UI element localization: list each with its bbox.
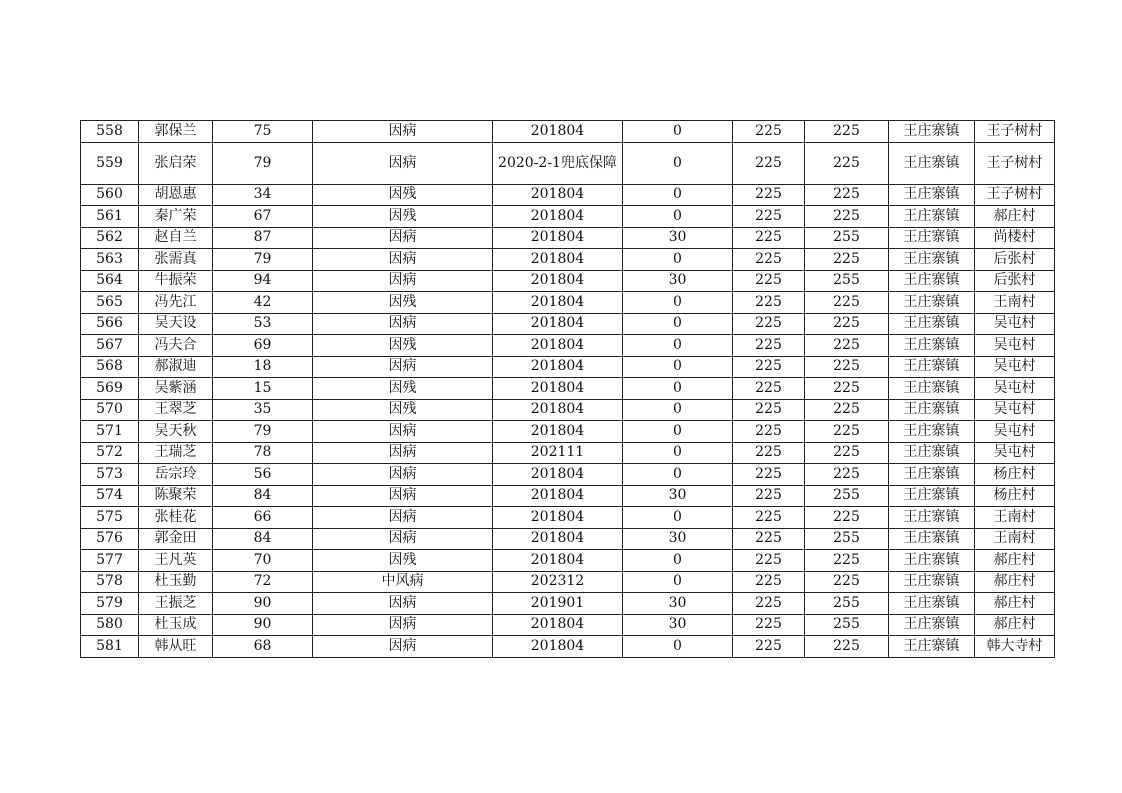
total-amount-cell: 225: [805, 184, 889, 206]
total-amount-cell: 225: [805, 313, 889, 335]
table-row: [81, 636, 1055, 658]
age-cell: 78: [213, 442, 313, 464]
age-cell: 53: [213, 313, 313, 335]
total-amount-cell: 225: [805, 121, 889, 143]
extra-amount-cell: 0: [623, 399, 733, 421]
age-cell: 79: [213, 421, 313, 443]
base-amount-cell: 225: [733, 313, 805, 335]
village-cell: 吴屯村: [975, 421, 1055, 443]
age-cell: 66: [213, 507, 313, 529]
name-cell: 岳宗玲: [139, 464, 213, 486]
row-number-cell: 558: [81, 121, 139, 143]
table-row: [81, 614, 1055, 636]
age-cell: 15: [213, 378, 313, 400]
age-cell: 35: [213, 399, 313, 421]
village-cell: 吴屯村: [975, 313, 1055, 335]
row-number-cell: 560: [81, 184, 139, 206]
age-cell: 68: [213, 636, 313, 658]
row-number-cell: 571: [81, 421, 139, 443]
name-cell: 牛振荣: [139, 270, 213, 292]
reason-cell: 因残: [313, 184, 493, 206]
total-amount-cell: 255: [805, 528, 889, 550]
start-date-cell: 201804: [493, 550, 623, 572]
age-cell: 84: [213, 528, 313, 550]
age-cell: 90: [213, 614, 313, 636]
name-cell: 韩从旺: [139, 636, 213, 658]
extra-amount-cell: 0: [623, 249, 733, 271]
row-number-cell: 569: [81, 378, 139, 400]
start-date-cell: 201804: [493, 356, 623, 378]
town-cell: 王庄寨镇: [889, 442, 975, 464]
village-cell: 吴屯村: [975, 399, 1055, 421]
total-amount-cell: 225: [805, 249, 889, 271]
name-cell: 冯先江: [139, 292, 213, 314]
base-amount-cell: 225: [733, 421, 805, 443]
total-amount-cell: 225: [805, 356, 889, 378]
total-amount-cell: 225: [805, 464, 889, 486]
village-cell: 郝庄村: [975, 550, 1055, 572]
name-cell: 王瑞芝: [139, 442, 213, 464]
name-cell: 张需真: [139, 249, 213, 271]
reason-cell: 因病: [313, 528, 493, 550]
extra-amount-cell: 0: [623, 464, 733, 486]
village-cell: 吴屯村: [975, 378, 1055, 400]
reason-cell: 因残: [313, 206, 493, 228]
total-amount-cell: 225: [805, 399, 889, 421]
table-row: [81, 356, 1055, 378]
table-body: [81, 121, 1055, 658]
extra-amount-cell: 0: [623, 636, 733, 658]
reason-cell: 因病: [313, 593, 493, 615]
base-amount-cell: 225: [733, 485, 805, 507]
extra-amount-cell: 0: [623, 507, 733, 529]
reason-cell: 因病: [313, 485, 493, 507]
extra-amount-cell: 30: [623, 227, 733, 249]
total-amount-cell: 255: [805, 270, 889, 292]
row-number-cell: 563: [81, 249, 139, 271]
town-cell: 王庄寨镇: [889, 142, 975, 184]
table-row: [81, 442, 1055, 464]
village-cell: 后张村: [975, 270, 1055, 292]
reason-cell: 因残: [313, 292, 493, 314]
total-amount-cell: 255: [805, 485, 889, 507]
age-cell: 70: [213, 550, 313, 572]
name-cell: 郝淑迪: [139, 356, 213, 378]
age-cell: 94: [213, 270, 313, 292]
extra-amount-cell: 0: [623, 356, 733, 378]
town-cell: 王庄寨镇: [889, 313, 975, 335]
start-date-cell: 201804: [493, 270, 623, 292]
town-cell: 王庄寨镇: [889, 421, 975, 443]
table-row: [81, 184, 1055, 206]
town-cell: 王庄寨镇: [889, 206, 975, 228]
row-number-cell: 579: [81, 593, 139, 615]
start-date-cell: 202111: [493, 442, 623, 464]
base-amount-cell: 225: [733, 142, 805, 184]
age-cell: 75: [213, 121, 313, 143]
extra-amount-cell: 30: [623, 593, 733, 615]
town-cell: 王庄寨镇: [889, 249, 975, 271]
start-date-cell: 201901: [493, 593, 623, 615]
base-amount-cell: 225: [733, 356, 805, 378]
base-amount-cell: 225: [733, 227, 805, 249]
town-cell: 王庄寨镇: [889, 614, 975, 636]
base-amount-cell: 225: [733, 270, 805, 292]
base-amount-cell: 225: [733, 550, 805, 572]
age-cell: 90: [213, 593, 313, 615]
base-amount-cell: 225: [733, 571, 805, 593]
start-date-cell: 201804: [493, 313, 623, 335]
start-date-cell: 201804: [493, 636, 623, 658]
reason-cell: 因病: [313, 121, 493, 143]
village-cell: 吴屯村: [975, 442, 1055, 464]
extra-amount-cell: 30: [623, 270, 733, 292]
extra-amount-cell: 0: [623, 142, 733, 184]
village-cell: 后张村: [975, 249, 1055, 271]
town-cell: 王庄寨镇: [889, 292, 975, 314]
name-cell: 王振芝: [139, 593, 213, 615]
table-row: [81, 292, 1055, 314]
extra-amount-cell: 0: [623, 421, 733, 443]
row-number-cell: 567: [81, 335, 139, 357]
row-number-cell: 566: [81, 313, 139, 335]
base-amount-cell: 225: [733, 378, 805, 400]
base-amount-cell: 225: [733, 464, 805, 486]
base-amount-cell: 225: [733, 121, 805, 143]
row-number-cell: 577: [81, 550, 139, 572]
table-row: [81, 249, 1055, 271]
base-amount-cell: 225: [733, 249, 805, 271]
base-amount-cell: 225: [733, 593, 805, 615]
village-cell: 王子树村: [975, 121, 1055, 143]
extra-amount-cell: 0: [623, 184, 733, 206]
row-number-cell: 574: [81, 485, 139, 507]
village-cell: 王南村: [975, 507, 1055, 529]
age-cell: 87: [213, 227, 313, 249]
town-cell: 王庄寨镇: [889, 528, 975, 550]
name-cell: 吴天秋: [139, 421, 213, 443]
village-cell: 杨庄村: [975, 464, 1055, 486]
reason-cell: 因病: [313, 636, 493, 658]
base-amount-cell: 225: [733, 335, 805, 357]
reason-cell: 因残: [313, 399, 493, 421]
row-number-cell: 570: [81, 399, 139, 421]
row-number-cell: 575: [81, 507, 139, 529]
name-cell: 秦广荣: [139, 206, 213, 228]
village-cell: 吴屯村: [975, 335, 1055, 357]
name-cell: 杜玉成: [139, 614, 213, 636]
town-cell: 王庄寨镇: [889, 399, 975, 421]
town-cell: 王庄寨镇: [889, 335, 975, 357]
table-row: [81, 464, 1055, 486]
row-number-cell: 559: [81, 142, 139, 184]
base-amount-cell: 225: [733, 528, 805, 550]
total-amount-cell: 225: [805, 378, 889, 400]
table-row: [81, 142, 1055, 184]
table-row: [81, 313, 1055, 335]
table-row: [81, 206, 1055, 228]
table-row: [81, 399, 1055, 421]
row-number-cell: 580: [81, 614, 139, 636]
town-cell: 王庄寨镇: [889, 571, 975, 593]
village-cell: 尚楼村: [975, 227, 1055, 249]
extra-amount-cell: 0: [623, 378, 733, 400]
base-amount-cell: 225: [733, 636, 805, 658]
age-cell: 72: [213, 571, 313, 593]
name-cell: 赵自兰: [139, 227, 213, 249]
table-row: [81, 378, 1055, 400]
start-date-cell: 2020-2-1兜底保障: [493, 142, 623, 184]
village-cell: 韩大寺村: [975, 636, 1055, 658]
reason-cell: 因残: [313, 335, 493, 357]
village-cell: 郝庄村: [975, 593, 1055, 615]
base-amount-cell: 225: [733, 399, 805, 421]
table-row: [81, 227, 1055, 249]
start-date-cell: 201804: [493, 335, 623, 357]
row-number-cell: 576: [81, 528, 139, 550]
start-date-cell: 201804: [493, 227, 623, 249]
total-amount-cell: 225: [805, 421, 889, 443]
name-cell: 吴紫涵: [139, 378, 213, 400]
table-row: [81, 485, 1055, 507]
reason-cell: 因病: [313, 227, 493, 249]
reason-cell: 因病: [313, 614, 493, 636]
base-amount-cell: 225: [733, 206, 805, 228]
town-cell: 王庄寨镇: [889, 356, 975, 378]
extra-amount-cell: 0: [623, 121, 733, 143]
village-cell: 杨庄村: [975, 485, 1055, 507]
reason-cell: 因病: [313, 464, 493, 486]
total-amount-cell: 255: [805, 593, 889, 615]
village-cell: 郝庄村: [975, 571, 1055, 593]
row-number-cell: 572: [81, 442, 139, 464]
town-cell: 王庄寨镇: [889, 270, 975, 292]
reason-cell: 因残: [313, 550, 493, 572]
start-date-cell: 201804: [493, 485, 623, 507]
name-cell: 郭保兰: [139, 121, 213, 143]
base-amount-cell: 225: [733, 442, 805, 464]
row-number-cell: 568: [81, 356, 139, 378]
row-number-cell: 578: [81, 571, 139, 593]
total-amount-cell: 225: [805, 442, 889, 464]
town-cell: 王庄寨镇: [889, 227, 975, 249]
total-amount-cell: 225: [805, 550, 889, 572]
start-date-cell: 201804: [493, 399, 623, 421]
total-amount-cell: 255: [805, 227, 889, 249]
start-date-cell: 201804: [493, 464, 623, 486]
start-date-cell: 201804: [493, 528, 623, 550]
total-amount-cell: 225: [805, 507, 889, 529]
table-row: [81, 593, 1055, 615]
base-amount-cell: 225: [733, 507, 805, 529]
start-date-cell: 201804: [493, 121, 623, 143]
reason-cell: 因病: [313, 313, 493, 335]
age-cell: 79: [213, 249, 313, 271]
table-row: [81, 121, 1055, 143]
reason-cell: 因病: [313, 421, 493, 443]
village-cell: 郝庄村: [975, 614, 1055, 636]
total-amount-cell: 225: [805, 571, 889, 593]
name-cell: 张启荣: [139, 142, 213, 184]
total-amount-cell: 225: [805, 206, 889, 228]
row-number-cell: 565: [81, 292, 139, 314]
name-cell: 冯夫合: [139, 335, 213, 357]
row-number-cell: 564: [81, 270, 139, 292]
reason-cell: 因病: [313, 249, 493, 271]
row-number-cell: 573: [81, 464, 139, 486]
relief-roster-table: [80, 120, 1055, 658]
extra-amount-cell: 0: [623, 292, 733, 314]
town-cell: 王庄寨镇: [889, 593, 975, 615]
reason-cell: 因病: [313, 142, 493, 184]
total-amount-cell: 225: [805, 636, 889, 658]
town-cell: 王庄寨镇: [889, 485, 975, 507]
name-cell: 杜玉勤: [139, 571, 213, 593]
start-date-cell: 201804: [493, 378, 623, 400]
town-cell: 王庄寨镇: [889, 550, 975, 572]
name-cell: 吴天设: [139, 313, 213, 335]
age-cell: 69: [213, 335, 313, 357]
town-cell: 王庄寨镇: [889, 184, 975, 206]
age-cell: 34: [213, 184, 313, 206]
start-date-cell: 201804: [493, 292, 623, 314]
age-cell: 84: [213, 485, 313, 507]
name-cell: 王翠芝: [139, 399, 213, 421]
town-cell: 王庄寨镇: [889, 121, 975, 143]
town-cell: 王庄寨镇: [889, 507, 975, 529]
start-date-cell: 201804: [493, 249, 623, 271]
name-cell: 胡恩惠: [139, 184, 213, 206]
town-cell: 王庄寨镇: [889, 378, 975, 400]
reason-cell: 因病: [313, 356, 493, 378]
extra-amount-cell: 30: [623, 614, 733, 636]
name-cell: 陈聚荣: [139, 485, 213, 507]
name-cell: 张桂花: [139, 507, 213, 529]
total-amount-cell: 225: [805, 142, 889, 184]
row-number-cell: 561: [81, 206, 139, 228]
extra-amount-cell: 30: [623, 485, 733, 507]
total-amount-cell: 225: [805, 292, 889, 314]
village-cell: 王南村: [975, 528, 1055, 550]
extra-amount-cell: 0: [623, 313, 733, 335]
town-cell: 王庄寨镇: [889, 636, 975, 658]
table-row: [81, 528, 1055, 550]
total-amount-cell: 255: [805, 614, 889, 636]
table-row: [81, 550, 1055, 572]
row-number-cell: 581: [81, 636, 139, 658]
start-date-cell: 201804: [493, 421, 623, 443]
village-cell: 王子树村: [975, 184, 1055, 206]
name-cell: 王凡英: [139, 550, 213, 572]
start-date-cell: 201804: [493, 206, 623, 228]
village-cell: 郝庄村: [975, 206, 1055, 228]
table-row: [81, 507, 1055, 529]
age-cell: 42: [213, 292, 313, 314]
village-cell: 吴屯村: [975, 356, 1055, 378]
extra-amount-cell: 0: [623, 442, 733, 464]
extra-amount-cell: 0: [623, 206, 733, 228]
age-cell: 18: [213, 356, 313, 378]
extra-amount-cell: 0: [623, 550, 733, 572]
town-cell: 王庄寨镇: [889, 464, 975, 486]
name-cell: 郭金田: [139, 528, 213, 550]
start-date-cell: 201804: [493, 614, 623, 636]
extra-amount-cell: 0: [623, 335, 733, 357]
reason-cell: 因病: [313, 270, 493, 292]
start-date-cell: 201804: [493, 184, 623, 206]
start-date-cell: 201804: [493, 507, 623, 529]
table-row: [81, 335, 1055, 357]
base-amount-cell: 225: [733, 292, 805, 314]
table-row: [81, 421, 1055, 443]
age-cell: 67: [213, 206, 313, 228]
table-row: [81, 571, 1055, 593]
base-amount-cell: 225: [733, 614, 805, 636]
table-row: [81, 270, 1055, 292]
start-date-cell: 202312: [493, 571, 623, 593]
row-number-cell: 562: [81, 227, 139, 249]
total-amount-cell: 225: [805, 335, 889, 357]
reason-cell: 因残: [313, 378, 493, 400]
reason-cell: 因病: [313, 442, 493, 464]
village-cell: 王南村: [975, 292, 1055, 314]
extra-amount-cell: 0: [623, 571, 733, 593]
village-cell: 王子树村: [975, 142, 1055, 184]
reason-cell: 中风病: [313, 571, 493, 593]
extra-amount-cell: 30: [623, 528, 733, 550]
age-cell: 79: [213, 142, 313, 184]
age-cell: 56: [213, 464, 313, 486]
base-amount-cell: 225: [733, 184, 805, 206]
reason-cell: 因病: [313, 507, 493, 529]
